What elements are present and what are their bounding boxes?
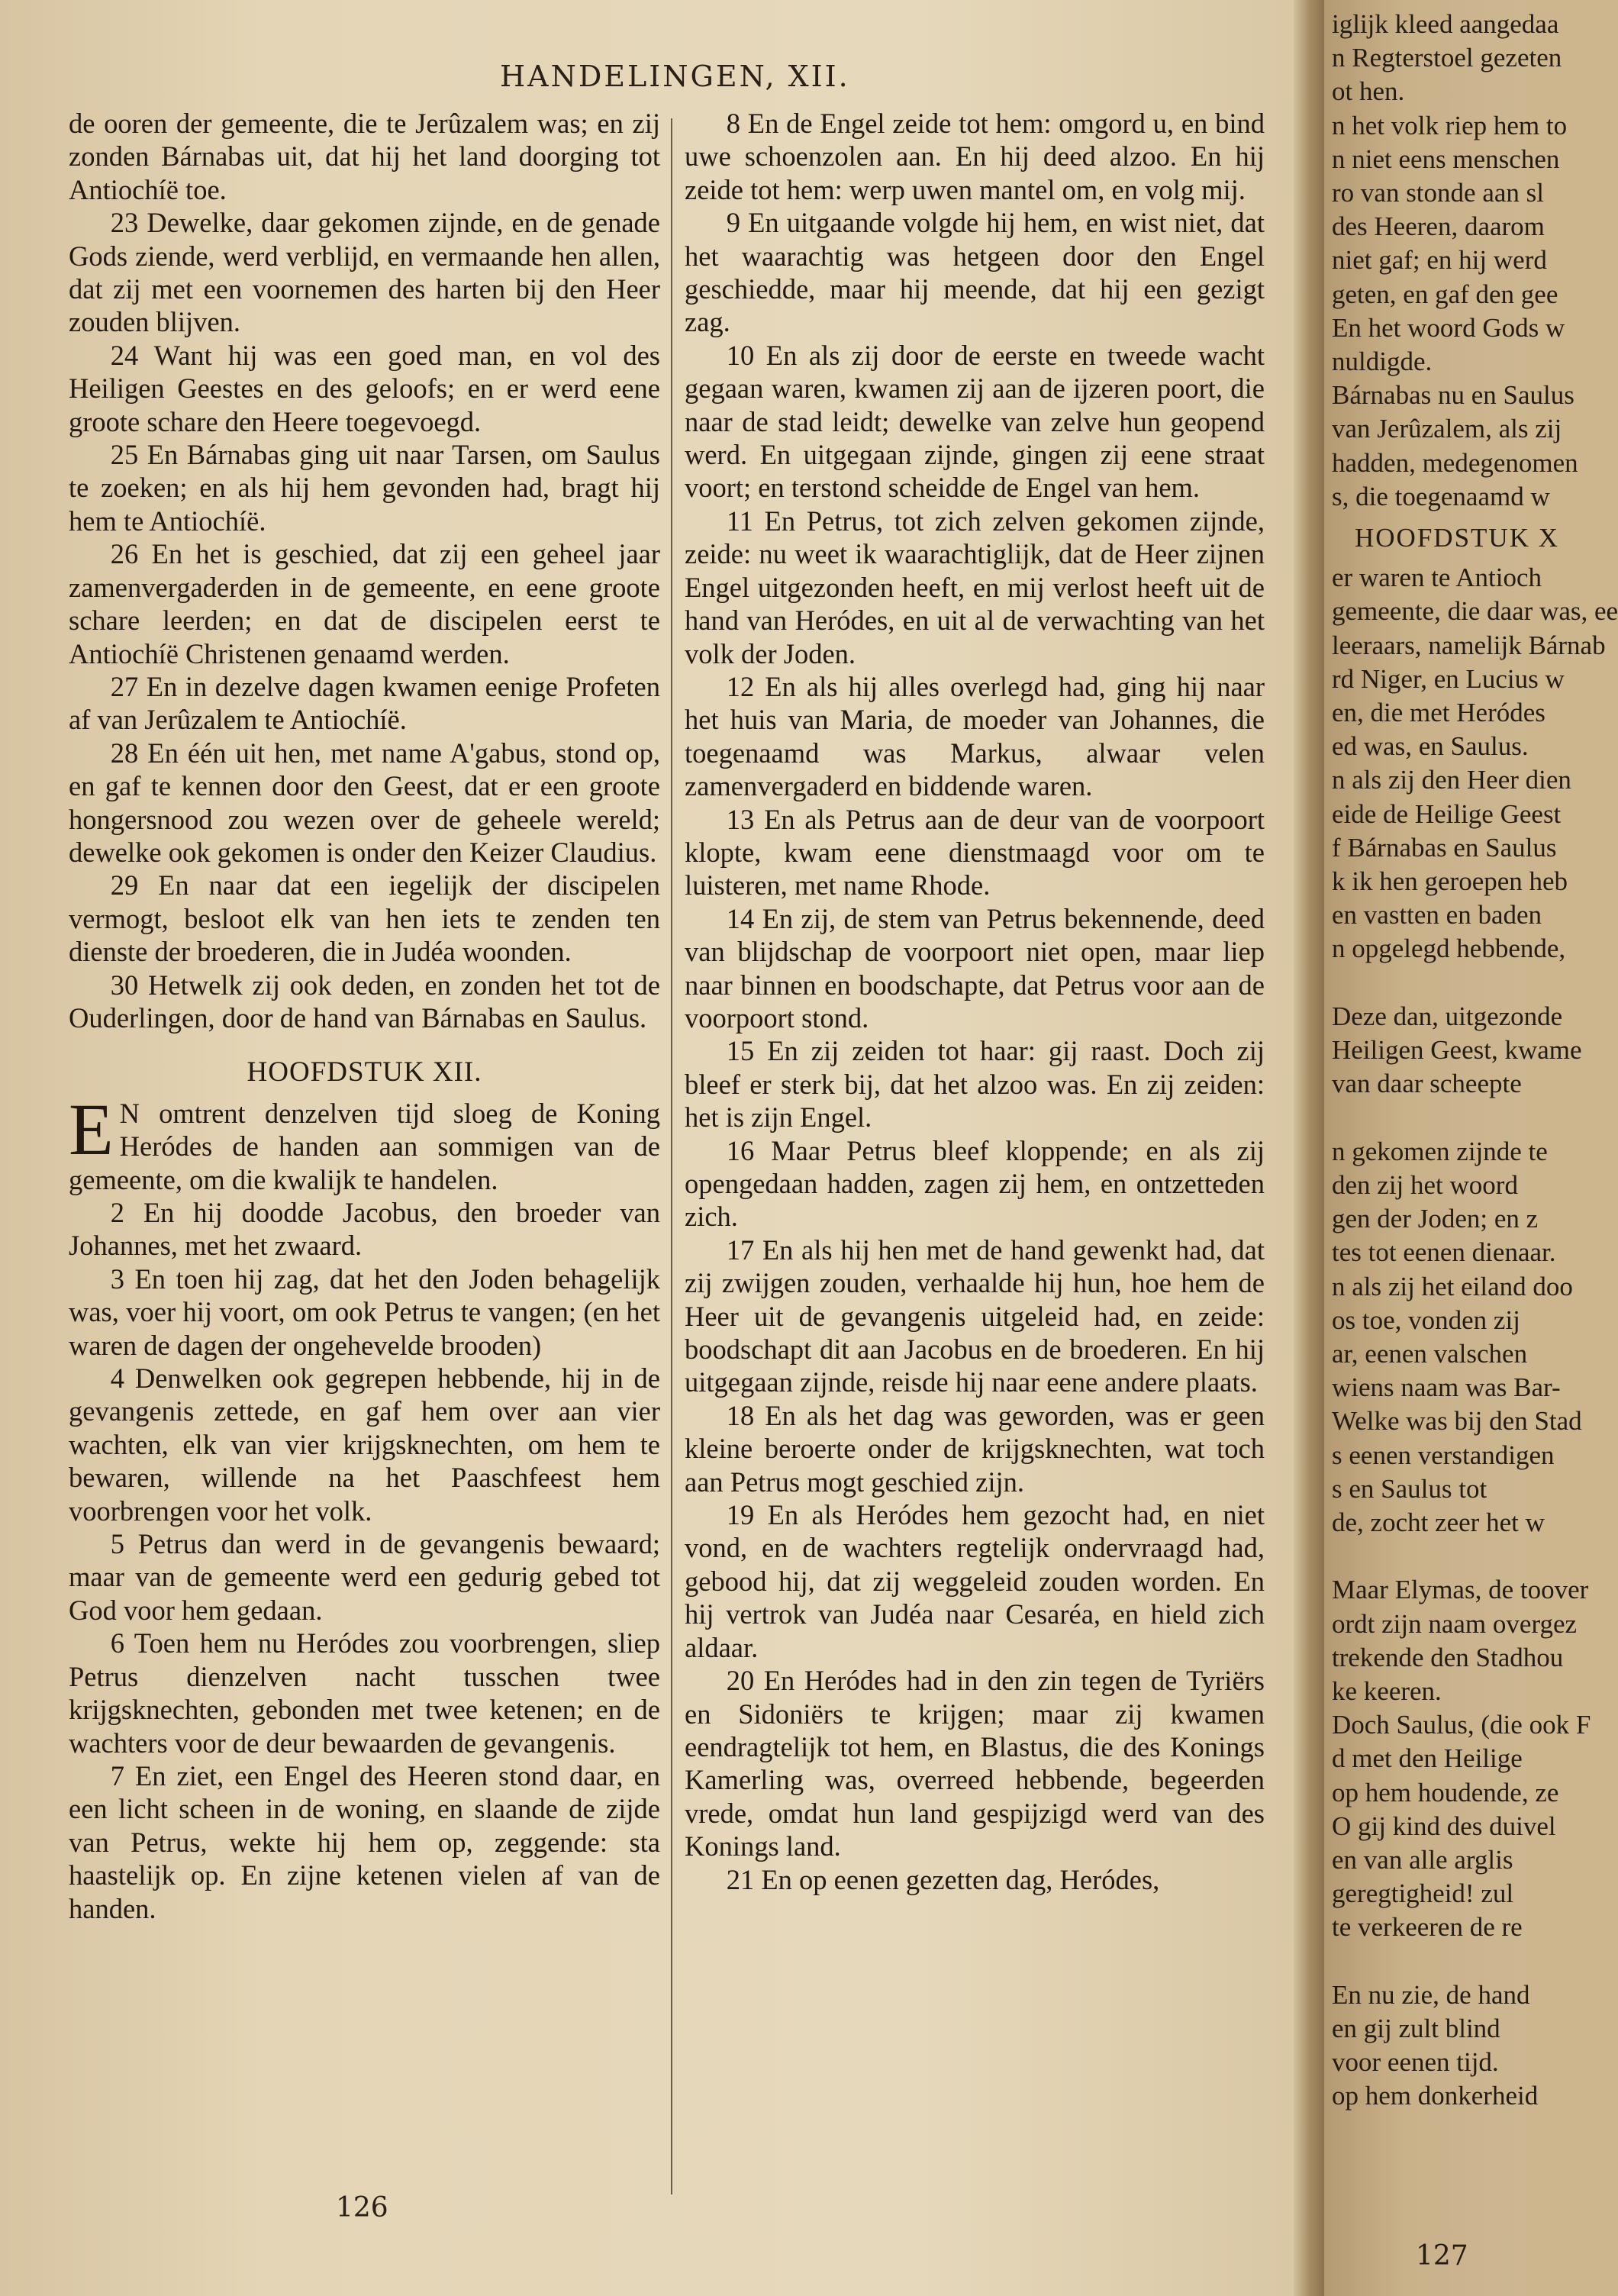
left-column	[69, 107, 660, 1925]
facing-line: En nu zie, de hand	[1332, 1979, 1530, 2010]
verse-paragraph: 17 En als hij hen met de hand gewenkt had, dat zij zwijgen zouden, verhaalde hij hun, hoe hem de Heer uit de gevangenis uitgeleid had, en zeide: boodschapt dit aan Jacobus en de broederen. En hij uitgegaan zijnde, reisde hij naar eene andere plaats.	[685, 1233, 1265, 1398]
verse-paragraph: 18 En als het dag was geworden, was er geen kleine beroerte onder de krijgsknechten, wat toch aan Petrus mogt geschied zijn.	[685, 1399, 1265, 1498]
column-rule	[671, 118, 672, 2194]
facing-page-text	[1332, 8, 1618, 2114]
facing-line: Welke was bij den Stad	[1332, 1406, 1582, 1437]
facing-line: wiens naam was Bar-	[1332, 1372, 1561, 1403]
verse-paragraph: 20 En Heródes had in den zin tegen de Tyriërs en Sidoniërs te krijgen; maar zij kwamen eendragtelijk tot hem, en Blastus, die des Konings Kamerling was, overreed hebbende, begeerden vrede, omdat hun land gespijzigd werd van des Konings land.	[685, 1665, 1265, 1862]
verse-paragraph: 6 Toen hem nu Heródes zou voorbrengen, sliep Petrus dienzelven nacht tusschen twee krijgsknechten, gebonden met twee ketenen; en de wachters voor de deur bewaarden de gevangenis.	[69, 1627, 660, 1759]
facing-line: en, die met Heródes	[1332, 698, 1545, 728]
verse-paragraph: 9 En uitgaande volgde hij hem, en wist niet, dat het waarachtig was hetgeen door den Engel geschiedde, maar hij meende, dat hij een gezigt zag.	[685, 207, 1265, 338]
verse-paragraph: 24 Want hij was een goed man, en vol des Heiligen Geestes en des geloofs; en er werd eene groote schare den Heere toegevoegd.	[69, 339, 660, 437]
facing-line: en van alle arglis	[1332, 1844, 1513, 1875]
facing-line: d met den Heilige	[1332, 1743, 1523, 1774]
facing-line: op hem donkerheid	[1332, 2081, 1539, 2111]
verse-paragraph: 27 En in dezelve dagen kwamen eenige Profeten af van Jerûzalem te Antiochíë.	[69, 670, 660, 736]
verse-paragraph: 2 En hij doodde Jacobus, den broeder van Johannes, met het zwaard.	[69, 1197, 660, 1262]
facing-line: ed was, en Saulus.	[1332, 731, 1529, 762]
facing-line: Deze dan, uitgezonde	[1332, 1001, 1563, 1031]
facing-line: gemeente, die daar was, ee	[1332, 596, 1618, 627]
facing-line: en gij zult blind	[1332, 2013, 1500, 2043]
facing-line: op hem houdende, ze	[1332, 1777, 1559, 1807]
facing-line: Heiligen Geest, kwame	[1332, 1035, 1582, 1066]
facing-line: f Bárnabas en Saulus	[1332, 832, 1557, 863]
facing-line: rd Niger, en Lucius w	[1332, 663, 1565, 694]
chapter-heading: HOOFDSTUK XII.	[247, 1056, 482, 1088]
facing-line: n als zij den Heer dien	[1332, 765, 1571, 795]
chapter-verses	[69, 1088, 660, 1925]
facing-line: en vastten en baden	[1332, 900, 1542, 930]
facing-line: nuldigde.	[1332, 347, 1433, 377]
facing-line: van daar scheepte	[1332, 1069, 1522, 1099]
facing-line: k ik hen geroepen heb	[1332, 866, 1568, 897]
verse-paragraph: 25 En Bárnabas ging uit naar Tarsen, om Saulus te zoeken; en als hij hem gevonden had, bragt hij hem te Antiochíë.	[69, 439, 660, 537]
facing-line: gen der Joden; en z	[1332, 1204, 1539, 1234]
verse-paragraph: 29 En naar dat een iegelijk der discipelen vermogt, besloot elk van hen iets te zenden ten dienste der broederen, die in Judéa woonden.	[69, 869, 660, 968]
facing-line	[1332, 1540, 1538, 1573]
facing-line: voor eenen tijd.	[1332, 2047, 1499, 2078]
verse-paragraph: 26 En het is geschied, dat zij een geheel jaar zamenvergaderden in de gemeente, en eene groote schare leerden; en dat de discipelen eerst te Antiochíë Christenen genaamd werden.	[69, 538, 660, 669]
verse-paragraph: N omtrent denzelven tijd sloeg de Koning Heródes de handen aan sommigen van de gemeente, om die kwalijk te handelen.	[69, 1097, 660, 1195]
facing-line: tes tot eenen dienaar.	[1332, 1237, 1556, 1268]
facing-line: n opgelegd hebbende,	[1332, 934, 1566, 964]
facing-line	[1332, 1945, 1538, 1978]
facing-chapter-heading: HOOFDSTUK X	[1355, 523, 1559, 553]
facing-line	[1332, 1101, 1538, 1135]
facing-line: n Regterstoel gezeten	[1332, 43, 1562, 73]
verse-paragraph: 21 En op eenen gezetten dag, Heródes,	[726, 1863, 1160, 1895]
page-number-right: 127	[1416, 2240, 1468, 2272]
verse-paragraph: 7 En ziet, een Engel des Heeren stond daar, en een licht scheen in de woning, en slaande de zijde van Petrus, wekte hij hem op, zeggende: sta haastelijk op. En zijne ketenen vielen af van de handen.	[69, 1759, 660, 1924]
verse-paragraph: 4 Denwelken ook gegrepen hebbende, hij in de gevangenis zettede, en gaf hem over aan vier wachten, elk van vier krijgsknechten, om hem te bewaren, willende na het Paaschfeest hem voorbrengen voor het volk.	[69, 1362, 660, 1527]
facing-line: os toe, vonden zij	[1332, 1304, 1520, 1335]
facing-line: ar, eenen valschen	[1332, 1338, 1528, 1369]
verse-paragraph: 23 Dewelke, daar gekomen zijnde, en de genade Gods ziende, werd verblijd, en vermaande hen allen, dat zij met een voornemen des harten bij den Heer zouden blijven.	[69, 207, 660, 338]
facing-line: geten, en gaf den gee	[1332, 279, 1558, 309]
facing-line: ke keeren.	[1332, 1675, 1442, 1706]
facing-line: O gij kind des duivel	[1332, 1811, 1556, 1841]
facing-line: de, zocht zeer het w	[1332, 1507, 1545, 1537]
facing-line: Maar Elymas, de toover	[1332, 1575, 1589, 1605]
verse-paragraph: 10 En als zij door de eerste en tweede wacht gegaan waren, kwamen zij aan de ijzeren poort, die naar de stad leidt; dewelke van zelve hun geopend werd. En uitgegaan zijnde, gingen zij eene straat voort; en terstond scheidde de Engel van hem.	[685, 339, 1265, 504]
facing-line: geregtigheid! zul	[1332, 1878, 1514, 1909]
facing-line: niet gaf; en hij werd	[1332, 245, 1547, 276]
verse-paragraph: 3 En toen hij zag, dat het den Joden behagelijk was, voer hij voort, om ook Petrus te vangen; (en het waren de dagen der ongehevelde brooden)	[69, 1262, 660, 1361]
facing-line: ordt zijn naam overgez	[1332, 1608, 1578, 1639]
facing-line: des Heeren, daarom	[1332, 211, 1545, 242]
verse-paragraph: 19 En als Heródes hem gezocht had, en niet vond, en de wachters regtelijk ondervraagd had, gebood hij, dat zij weggeleid zouden worden. En hij vertrok van Judéa naar Cesaréa, en hield zich aldaar.	[685, 1499, 1265, 1663]
facing-line: Bárnabas nu en Saulus	[1332, 380, 1574, 411]
facing-line: n het volk riep hem to	[1332, 110, 1568, 140]
left-column-verses	[69, 107, 660, 1034]
facing-line: n als zij het eiland doo	[1332, 1271, 1573, 1301]
facing-line: s en Saulus tot	[1332, 1473, 1487, 1504]
verse-paragraph: 11 En Petrus, tot zich zelven gekomen zijnde, zeide: nu weet ik waarachtiglijk, dat de Heer zijnen Engel uitgezonden heeft, en mij verlost heeft uit de hand van Heródes, en uit al de verwachting van het volk der Joden.	[685, 505, 1265, 669]
book-gutter	[1294, 0, 1324, 2296]
facing-line: te verkeeren de re	[1332, 1912, 1523, 1943]
verse-paragraph: de ooren der gemeente, die te Jerûzalem was; en zij zonden Bárnabas uit, dat hij het land doorging tot Antiochíë toe.	[69, 108, 660, 205]
facing-page	[1324, 0, 1618, 2296]
facing-line: s eenen verstandigen	[1332, 1440, 1555, 1470]
page-number-left: 126	[336, 2192, 388, 2223]
verse-paragraph: 12 En als hij alles overlegd had, ging hij naar het huis van Maria, de moeder van Johannes, die toegenaamd was Markus, alwaar velen zamenvergaderd en biddende waren.	[685, 670, 1265, 802]
facing-line: Doch Saulus, (die ook F	[1332, 1710, 1591, 1740]
verse-paragraph: 28 En één uit hen, met name A'gabus, stond op, en gaf te kennen door den Geest, dat er een groote hongersnood zou wezen over de geheele wereld; dewelke ook gekomen is onder den Keizer Claudius.	[69, 737, 660, 868]
verse-paragraph: 8 En de Engel zeide tot hem: omgord u, en bind uwe schoenzolen aan. En hij deed alzoo. En hij zeide tot hem: werp uwen mantel om, en volg mij.	[685, 108, 1265, 205]
running-head: HANDELINGEN, XII.	[500, 60, 850, 93]
facing-line: eide de Heilige Geest	[1332, 798, 1562, 829]
verse-paragraph: 5 Petrus dan werd in de gevangenis bewaard; maar van de gemeente werd een gedurig gebed tot God voor hem gedaan.	[69, 1528, 660, 1626]
verse-paragraph: 30 Hetwelk zij ook deden, en zonden het tot de Ouderlingen, door de hand van Bárnabas en Saulus.	[69, 969, 660, 1034]
right-column-verses	[685, 107, 1265, 1896]
facing-line: ro van stonde aan sl	[1332, 178, 1544, 208]
drop-cap: E	[69, 1088, 114, 1170]
verse-paragraph: 13 En als Petrus aan de deur van de voorpoort klopte, kwam eene dienstmaagd voor om te luisteren, met name Rhode.	[685, 803, 1265, 901]
facing-line: hadden, medegenomen	[1332, 447, 1578, 478]
facing-line: trekende den Stadhou	[1332, 1642, 1564, 1672]
facing-line	[1332, 966, 1538, 1000]
facing-line: leeraars, namelijk Bárnab	[1332, 630, 1606, 660]
facing-line: n gekomen zijnde te	[1332, 1136, 1548, 1166]
verse-paragraph: 16 Maar Petrus bleef kloppende; en als zij opengedaan hadden, zagen zij hem, en ontzetteden zich.	[685, 1134, 1265, 1233]
facing-line: er waren te Antioch	[1332, 563, 1542, 593]
facing-line: ot hen.	[1332, 76, 1405, 107]
right-column	[685, 107, 1265, 1896]
verse-paragraph: 15 En zij zeiden tot haar: gij raast. Doch zij bleef er sterk bij, dat het alzoo was. En zij zeiden: het is zijn Engel.	[685, 1035, 1265, 1133]
facing-line: iglijk kleed aangedaa	[1332, 9, 1559, 39]
facing-line: s, die toegenaamd w	[1332, 481, 1550, 511]
facing-line: den zij het woord	[1332, 1169, 1518, 1200]
facing-line: n niet eens menschen	[1332, 144, 1560, 174]
facing-line: van Jerûzalem, als zij	[1332, 414, 1562, 444]
facing-line: En het woord Gods w	[1332, 312, 1565, 343]
verse-paragraph: 14 En zij, de stem van Petrus bekennende, deed van blijdschap de voorpoort niet open, maar liep naar binnen en boodschapte, dat Petrus voor aan de voorpoort stond.	[685, 902, 1265, 1034]
